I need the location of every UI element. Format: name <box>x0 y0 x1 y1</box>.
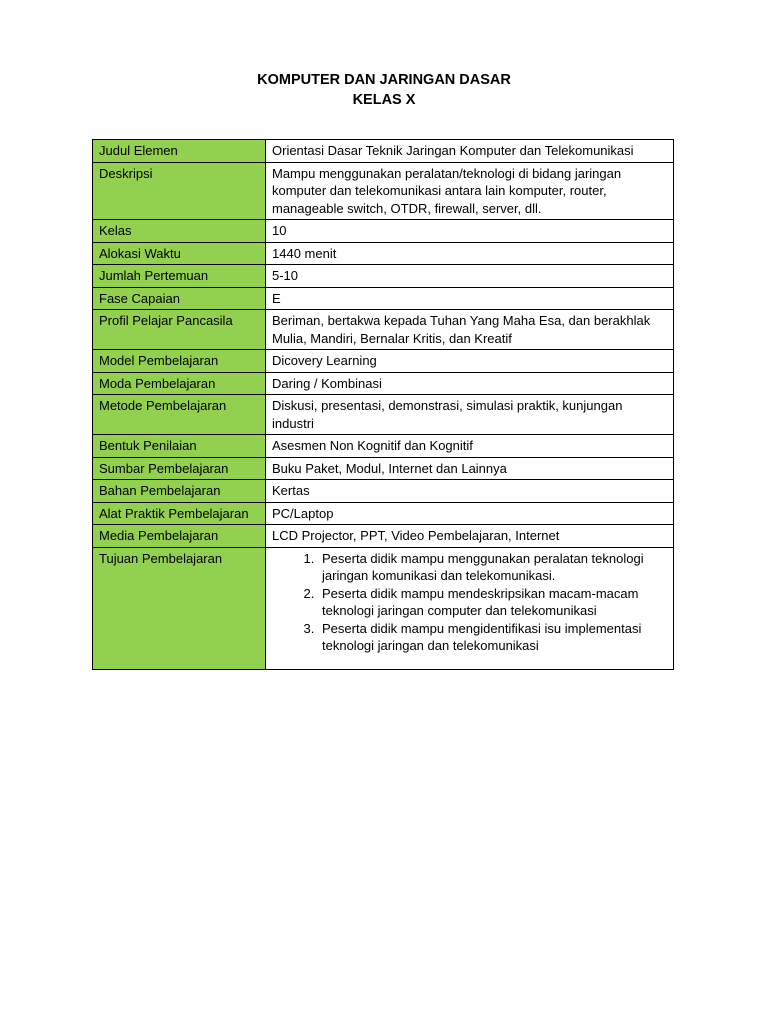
table-row <box>93 435 674 458</box>
row-label: Media Pembelajaran <box>93 525 266 548</box>
row-value: Orientasi Dasar Teknik Jaringan Komputer dan Telekomunikasi <box>266 140 674 163</box>
row-label: Metode Pembelajaran <box>93 395 266 435</box>
objectives-label: Tujuan Pembelajaran <box>93 547 266 669</box>
row-value: Beriman, bertakwa kepada Tuhan Yang Maha Esa, dan berakhlak Mulia, Mandiri, Bernalar Kritis, dan Kreatif <box>266 310 674 350</box>
table-row <box>93 242 674 265</box>
row-value: LCD Projector, PPT, Video Pembelajaran, Internet <box>266 525 674 548</box>
row-value: 1440 menit <box>266 242 674 265</box>
table-row <box>93 287 674 310</box>
row-label: Kelas <box>93 220 266 243</box>
row-value: Asesmen Non Kognitif dan Kognitif <box>266 435 674 458</box>
table-row <box>93 502 674 525</box>
row-label: Sumbar Pembelajaran <box>93 457 266 480</box>
row-value: Buku Paket, Modul, Internet dan Lainnya <box>266 457 674 480</box>
row-value: Daring / Kombinasi <box>266 372 674 395</box>
objective-item: 2. Peserta didik mampu mendeskripsikan macam-macam teknologi jaringan computer dan telekomunikasi <box>318 585 667 620</box>
row-label: Fase Capaian <box>93 287 266 310</box>
document-subtitle: KELAS X <box>352 92 416 108</box>
row-label: Moda Pembelajaran <box>93 372 266 395</box>
objectives-row <box>93 547 674 669</box>
table-row <box>93 350 674 373</box>
table-row <box>93 140 674 163</box>
row-value: 5-10 <box>266 265 674 288</box>
table-row <box>93 525 674 548</box>
row-value: Mampu menggunakan peralatan/teknologi di bidang jaringan komputer dan telekomunikasi antara lain komputer, router, manageable switch, OTDR, firewall, server, dll. <box>266 162 674 220</box>
table-row <box>93 372 674 395</box>
table-row <box>93 457 674 480</box>
table-row <box>93 310 674 350</box>
document-header <box>0 70 768 110</box>
table-row <box>93 395 674 435</box>
row-label: Jumlah Pertemuan <box>93 265 266 288</box>
table-row <box>93 162 674 220</box>
row-label: Alokasi Waktu <box>93 242 266 265</box>
row-value: Dicovery Learning <box>266 350 674 373</box>
objectives-value <box>266 547 674 669</box>
objective-item: 1. Peserta didik mampu menggunakan peralatan teknologi jaringan komunikasi dan telekomunikasi. <box>318 550 667 585</box>
row-value: Diskusi, presentasi, demonstrasi, simulasi praktik, kunjungan industri <box>266 395 674 435</box>
table-row <box>93 220 674 243</box>
row-label: Judul Elemen <box>93 140 266 163</box>
row-label: Bahan Pembelajaran <box>93 480 266 503</box>
document-title: KOMPUTER DAN JARINGAN DASAR <box>257 72 511 88</box>
table-row <box>93 265 674 288</box>
row-label: Model Pembelajaran <box>93 350 266 373</box>
row-value: PC/Laptop <box>266 502 674 525</box>
table-row <box>93 480 674 503</box>
row-label: Deskripsi <box>93 162 266 220</box>
lesson-info-table <box>92 139 674 670</box>
row-value: E <box>266 287 674 310</box>
row-label: Profil Pelajar Pancasila <box>93 310 266 350</box>
objectives-list <box>272 550 667 667</box>
row-label: Bentuk Penilaian <box>93 435 266 458</box>
row-label: Alat Praktik Pembelajaran <box>93 502 266 525</box>
row-value: Kertas <box>266 480 674 503</box>
row-value: 10 <box>266 220 674 243</box>
objective-item: 3. Peserta didik mampu mengidentifikasi isu implementasi teknologi jaringan dan telekomunikasi <box>318 620 667 655</box>
